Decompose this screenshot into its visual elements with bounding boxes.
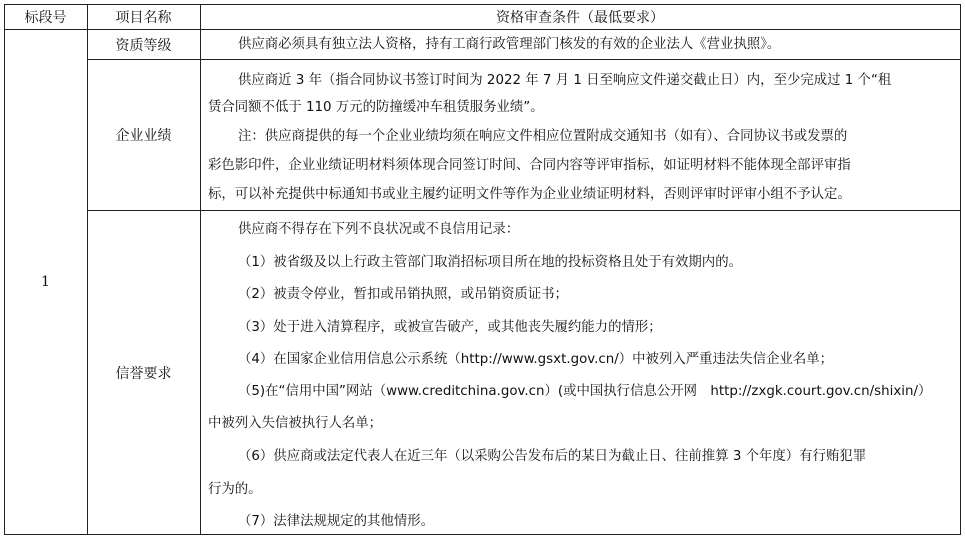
credit-item: （5)在“信用中国”网站（www.creditchina.gov.cn）(或中国执行信息公开网 http://zxgk.court.gov.cn/shixin/） xyxy=(238,384,932,399)
credit-item: （3）处于进入清算程序，或被宣告破产，或其他丧失履约能力的情形； xyxy=(238,320,662,335)
header-segment: 标段号 xyxy=(24,9,67,26)
qualification-table xyxy=(4,4,961,535)
segment-number: 1 xyxy=(41,274,50,290)
performance-text-line: 供应商近 3 年（指合同协议书签订时间为 2022 年 7 月 1 日至响应文件递交截止日）内，至少完成过 1 个“租 xyxy=(238,73,892,88)
credit-item-continued: 中被列入失信被执行人名单； xyxy=(208,416,383,431)
column-divider xyxy=(200,4,201,535)
table-border-bottom xyxy=(4,534,961,535)
qualification-text: 供应商必须具有独立法人资格，持有工商行政管理部门核发的有效的企业法人《营业执照》。 xyxy=(238,37,781,52)
credit-item: （6）供应商或法定代表人在近三年（以采购公告发布后的某日为截止日、往前推算 3 个年度）有行贿犯罪 xyxy=(238,449,867,464)
credit-intro: 供应商不得存在下列不良状况或不良信用记录： xyxy=(238,222,520,237)
credit-item-continued: 行为的。 xyxy=(208,482,262,497)
table-border-right xyxy=(960,4,961,535)
credit-item: （2）被责令停业，暂扣或吊销执照，或吊销资质证书； xyxy=(238,287,568,302)
performance-note-line: 注：供应商提供的每一个企业业绩均须在响应文件相应位置附成交通知书（如有）、合同协议书或发票的 xyxy=(238,129,848,144)
performance-note-line: 彩色影印件，企业业绩证明材料须体现合同签订时间、合同内容等评审指标，如证明材料不能体现全部评审指 xyxy=(208,158,851,173)
item-performance: 企业业绩 xyxy=(115,128,172,144)
credit-item: （1）被省级及以上行政主管部门取消招标项目所在地的投标资格且处于有效期内的。 xyxy=(238,255,742,270)
item-qualification-level: 资质等级 xyxy=(115,37,172,54)
performance-text-line: 赁合同额不低于 110 万元的防撞缓冲车租赁服务业绩”。 xyxy=(208,100,544,115)
performance-note-line: 标，可以补充提供中标通知书或业主履约证明文件等作为企业业绩证明材料，否则评审时评审小组不予认定。 xyxy=(208,187,851,202)
row-divider xyxy=(87,210,961,211)
credit-item: （7）法律法规规定的其他情形。 xyxy=(238,514,434,529)
header-item-name: 项目名称 xyxy=(115,9,172,26)
header-criteria: 资格审查条件（最低要求） xyxy=(496,9,664,26)
item-credit: 信誉要求 xyxy=(115,365,172,382)
credit-item: （4）在国家企业信用信息公示系统（http://www.gsxt.gov.cn/）中被列入严重违法失信企业名单； xyxy=(238,352,834,367)
